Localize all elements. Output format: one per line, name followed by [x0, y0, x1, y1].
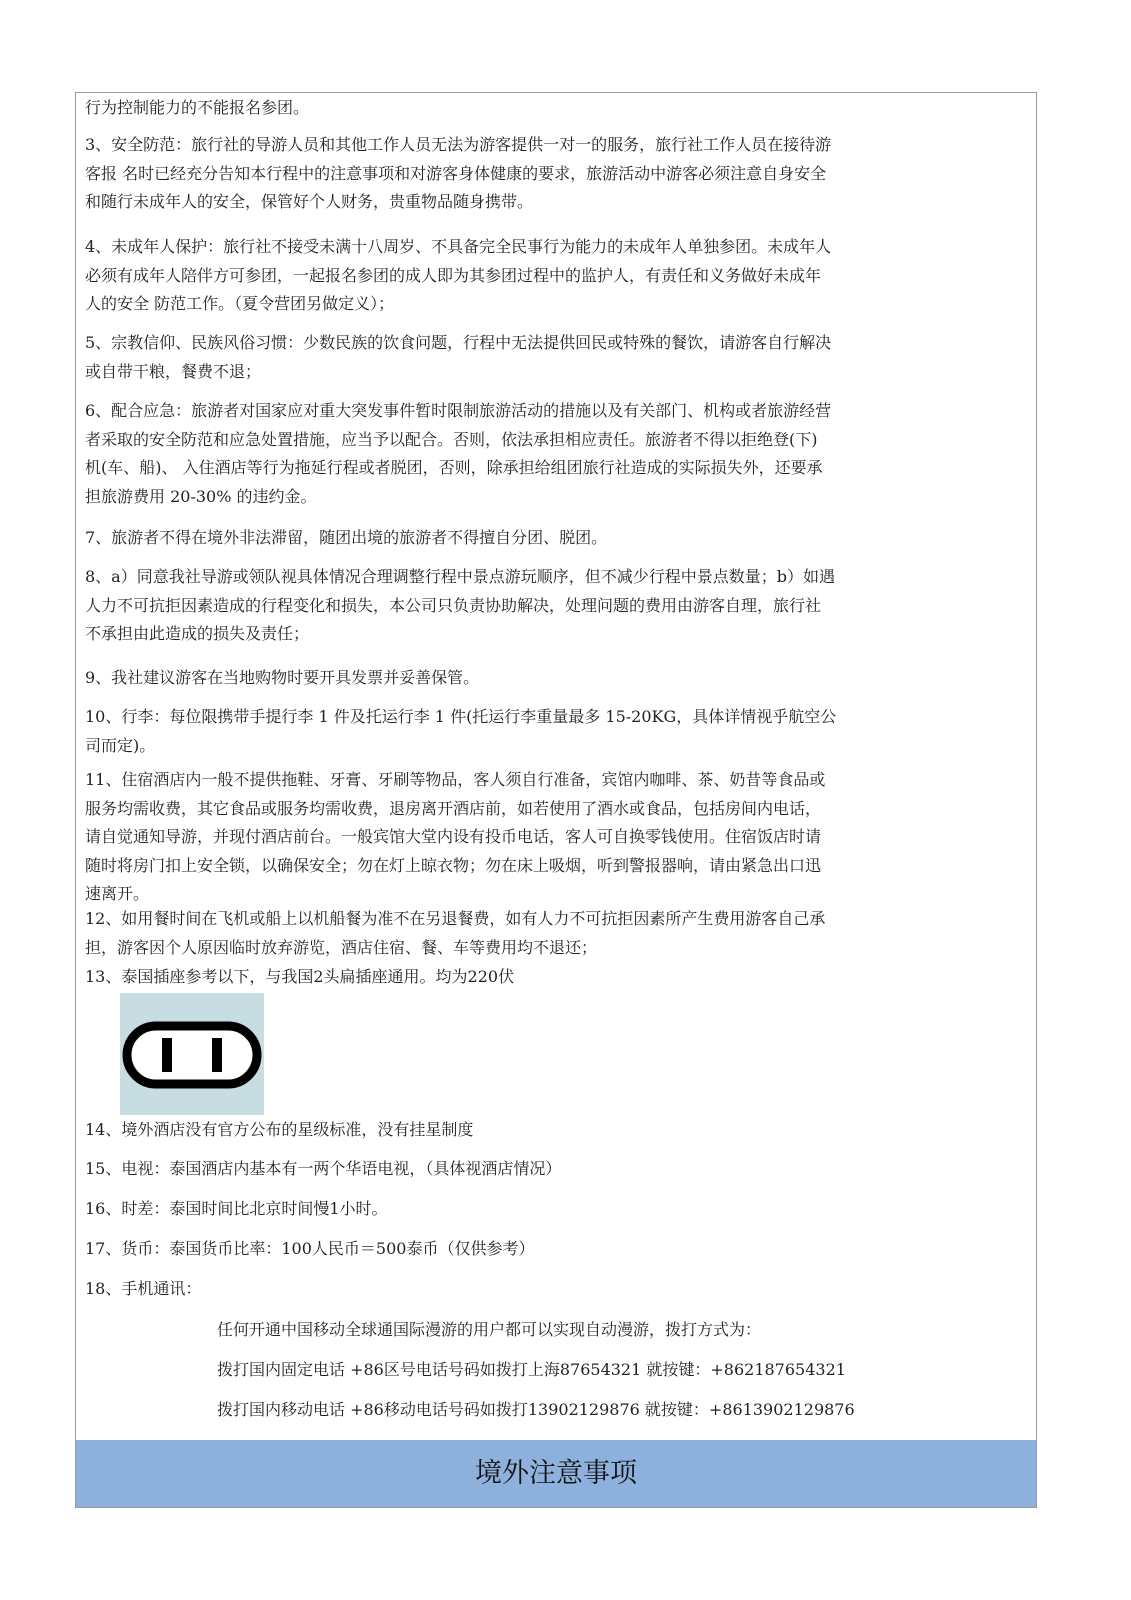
text-line: 17、货币：泰国货币比率：100人民币＝500泰币（仅供参考）: [85, 1239, 535, 1258]
text-line: 18、手机通讯：: [85, 1279, 202, 1298]
text-line: 任何开通中国移动全球通国际漫游的用户都可以实现自动漫游，拨打方式为：: [217, 1320, 762, 1339]
paragraph-item-6: [85, 397, 1030, 511]
text-line: 担旅游费用 20-30% 的违约金。: [85, 486, 317, 506]
thai-2-flat-pin-socket-icon: [120, 993, 264, 1115]
text-line: 请自觉通知导游，并现付酒店前台。一般宾馆大堂内设有投币电话，客人可自换零钱使用。住宿饭店时请: [85, 827, 822, 846]
text-line: 13、泰国插座参考以下，与我国2头扁插座通用。均为220伏: [85, 967, 515, 986]
text-line: 8、a）同意我社导游或领队视具体情况合理调整行程中景点游玩顺序，但不减少行程中景点数量；b）如遇: [85, 567, 835, 586]
text-line: 人力不可抗拒因素造成的行程变化和损失，本公司只负责协助解决，处理问题的费用由游客自理，旅行社: [85, 595, 822, 615]
text-line: 16、时差：泰国时间比北京时间慢1小时。: [85, 1199, 388, 1218]
text-line: 担，游客因个人原因临时放弃游览，酒店住宿、餐、车等费用均不退还；: [85, 937, 598, 957]
text-line: 12、如用餐时间在飞机或船上以机船餐为准不在另退餐费，如有人力不可抗拒因素所产生费用游客自己承: [85, 909, 826, 928]
paragraph-item-12: [85, 905, 1030, 962]
text-line: 司而定)。: [85, 735, 156, 755]
text-line: 10、行李：每位限携带手提行李 1 件及托运行李 1 件(托运行李重量最多 15-20KG，具体详情视乎航空公: [85, 707, 837, 726]
paragraph-item-13: [85, 963, 1030, 992]
text-line: 随时将房门扣上安全锁，以确保安全；勿在灯上晾衣物；勿在床上吸烟，听到警报器响，请由紧急出口迅: [85, 855, 822, 875]
text-line: 行为控制能力的不能报名参团。: [85, 98, 310, 117]
text-line: 9、我社建议游客在当地购物时要开具发票并妥善保管。: [85, 668, 480, 687]
text-line: 11、住宿酒店内一般不提供拖鞋、牙膏、牙刷等物品，客人须自行准备，宾馆内咖啡、茶、奶昔等食品或: [85, 770, 826, 789]
roaming-intro: [217, 1316, 1027, 1345]
text-line: 拨打国内移动电话 +86移动电话号码如拨打13902129876 就按键：+8613902129876: [217, 1400, 855, 1419]
paragraph-item-2-tail: [85, 94, 1030, 123]
text-line: 15、电视：泰国酒店内基本有一两个华语电视，（具体视酒店情况）: [85, 1159, 562, 1178]
paragraph-item-15: [85, 1155, 1030, 1184]
text-line: 4、未成年人保护：旅行社不接受未满十八周岁、不具备完全民事行为能力的未成年人单独参团。未成年人: [85, 237, 832, 256]
text-line: 14、境外酒店没有官方公布的星级标准，没有挂星制度: [85, 1120, 474, 1139]
paragraph-item-16: [85, 1195, 1030, 1224]
paragraph-item-7: [85, 524, 1030, 553]
dial-mobile-instruction: [217, 1396, 1027, 1425]
text-line: 拨打国内固定电话 +86区号电话号码如拨打上海87654321 就按键：+862187654321: [217, 1360, 846, 1379]
text-line: 和随行未成年人的安全，保管好个人财务，贵重物品随身携带。: [85, 192, 534, 211]
text-line: 或自带干粮，餐费不退；: [85, 361, 262, 381]
text-line: 机(车、船)、 入住酒店等行为拖延行程或者脱团，否则，除承担给组团旅行社造成的实际损失外，还要承: [85, 458, 823, 477]
text-line: 者采取的安全防范和应急处置措施，应当予以配合。否则，依法承担相应责任。旅游者不得以拒绝登(下): [85, 429, 818, 449]
paragraph-item-17: [85, 1235, 1030, 1264]
text-line: 3、安全防范：旅行社的导游人员和其他工作人员无法为游客提供一对一的服务，旅行社工作人员在接待游: [85, 135, 832, 154]
paragraph-item-3: [85, 131, 1030, 217]
paragraph-item-9: [85, 664, 1030, 693]
text-line: 必须有成年人陪伴方可参团，一起报名参团的成人即为其参团过程中的监护人，有责任和义务做好未成年: [85, 265, 822, 285]
text-line: 人的安全 防范工作。（夏令营团另做定义）；: [85, 294, 395, 313]
paragraph-item-4: [85, 233, 1030, 319]
paragraph-item-14: [85, 1116, 1030, 1145]
text-line: 6、配合应急：旅游者对国家应对重大突发事件暂时限制旅游活动的措施以及有关部门、机构或者旅游经营: [85, 401, 832, 420]
dial-landline-instruction: [217, 1356, 1027, 1385]
paragraph-item-5: [85, 329, 1030, 386]
text-line: 不承担由此造成的损失及责任；: [85, 624, 310, 643]
paragraph-item-10: [85, 703, 1030, 760]
text-line: 客报 名时已经充分告知本行程中的注意事项和对游客身体健康的要求，旅游活动中游客必须注意自身安全: [85, 163, 827, 183]
section-banner-overseas-notes: 境外注意事项: [76, 1440, 1036, 1507]
text-line: 5、宗教信仰、民族风俗习惯：少数民族的饮食问题，行程中无法提供回民或特殊的餐饮，请游客自行解决: [85, 333, 832, 352]
paragraph-item-8: [85, 563, 1030, 649]
text-line: 速离开。: [85, 884, 150, 903]
text-line: 7、旅游者不得在境外非法滞留，随团出境的旅游者不得擅自分团、脱团。: [85, 528, 608, 547]
paragraph-item-18: [85, 1275, 1030, 1304]
paragraph-item-11: [85, 766, 1030, 909]
text-line: 服务均需收费，其它食品或服务均需收费，退房离开酒店前，如若使用了酒水或食品，包括房间内电话，: [85, 798, 822, 818]
